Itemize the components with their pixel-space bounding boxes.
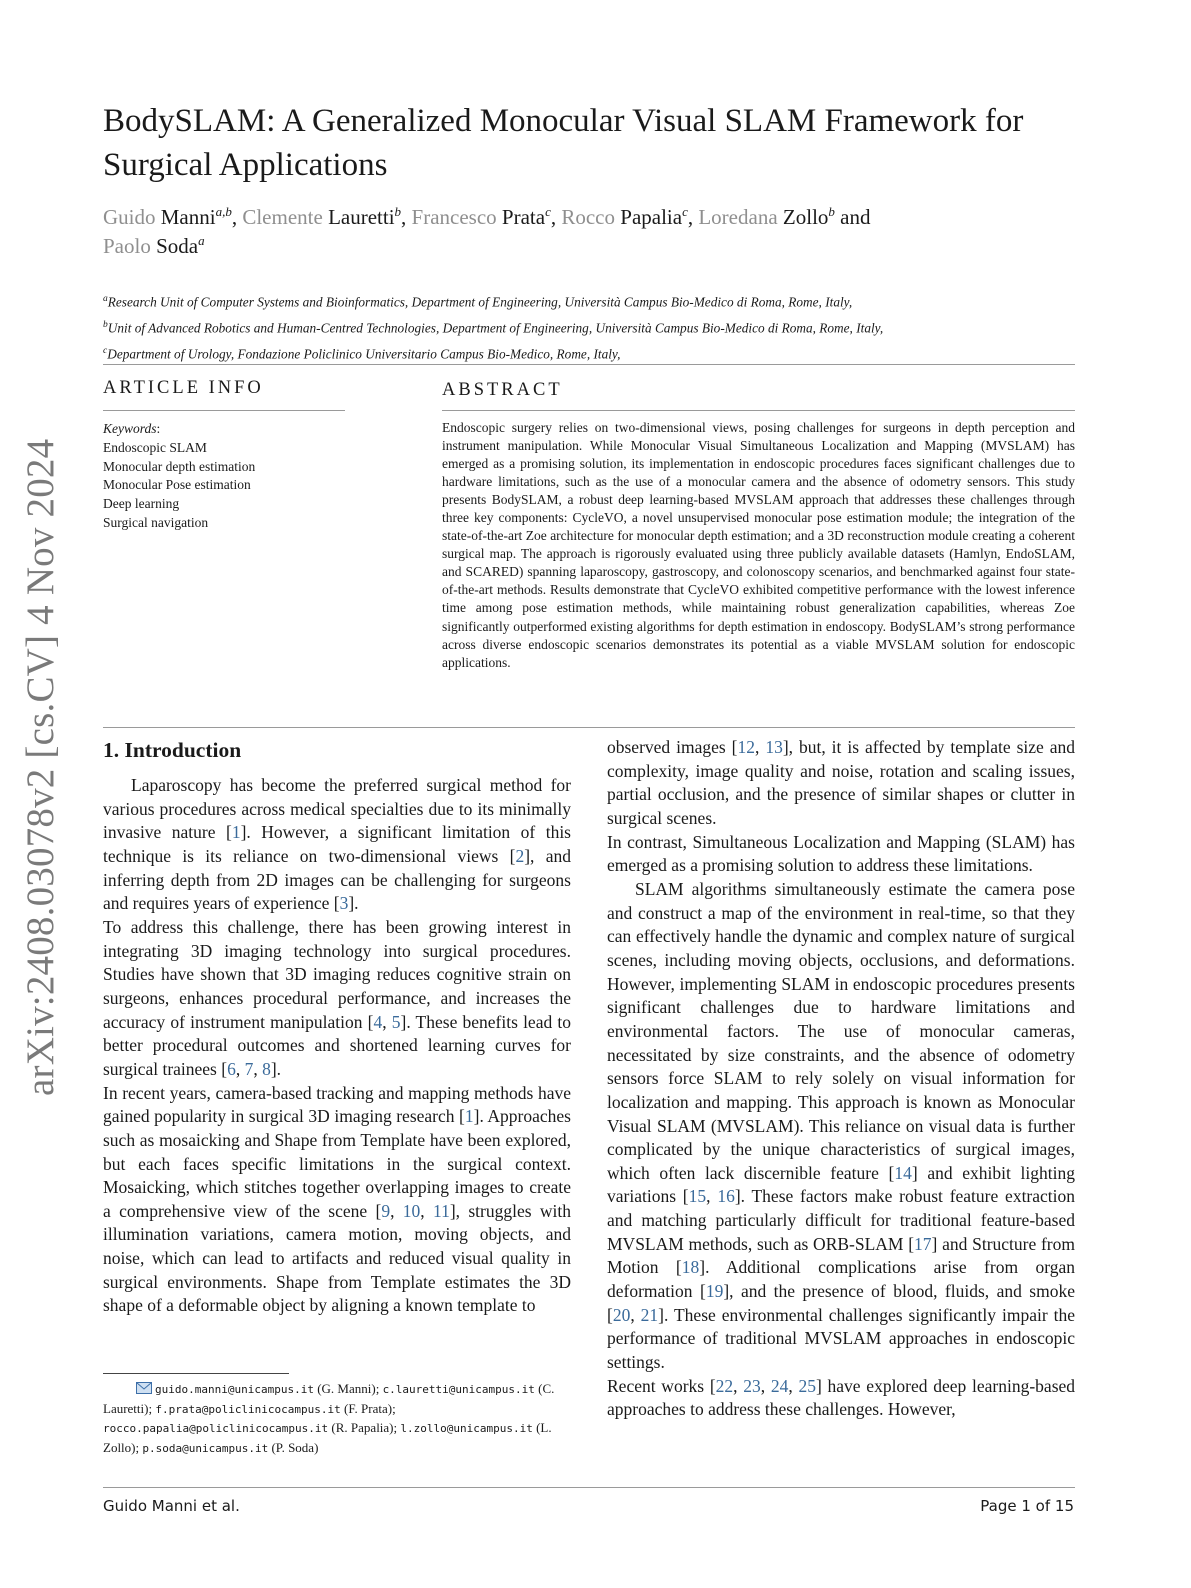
citation-link[interactable]: 13 bbox=[765, 737, 783, 757]
author-first-name: Paolo bbox=[103, 234, 151, 258]
paragraph-text: ]. bbox=[348, 893, 359, 914]
citation-link[interactable]: 20 bbox=[612, 1304, 631, 1325]
author-first-name: Guido bbox=[103, 205, 156, 229]
affiliation-marker: b bbox=[394, 204, 402, 219]
author-name bbox=[103, 234, 205, 258]
citation-link[interactable]: 21 bbox=[640, 1304, 659, 1325]
author-first-name: Rocco bbox=[561, 205, 616, 229]
citation-link[interactable]: 16 bbox=[717, 1186, 735, 1207]
citation-link[interactable]: 14 bbox=[894, 1162, 912, 1183]
author-last-name: Lauretti bbox=[328, 205, 395, 229]
paragraph-text: observed images [ bbox=[607, 737, 738, 757]
affiliation-marker: c bbox=[682, 204, 688, 219]
affiliation-marker: b bbox=[828, 204, 835, 219]
author-name bbox=[561, 205, 688, 229]
footnote-emails bbox=[103, 1380, 573, 1458]
citation-link[interactable]: 8 bbox=[262, 1058, 271, 1079]
citation-link[interactable]: 11 bbox=[432, 1200, 450, 1221]
keyword-item: Endoscopic SLAM bbox=[103, 439, 207, 455]
paragraph-text: , bbox=[420, 1200, 433, 1221]
citation-link[interactable]: 9 bbox=[381, 1200, 391, 1221]
paragraph-text: ]. Approaches such as mosaicking and Shape from Template have been explored, but each faces specific limitations in the surgical context. Mosaicking, which stitches together overlapping images to create a comprehensive view of the scene [ bbox=[103, 1106, 571, 1221]
author-separator: , bbox=[231, 205, 243, 229]
citation-link[interactable]: 12 bbox=[737, 737, 755, 757]
author-name bbox=[242, 205, 401, 229]
author-first-name: Clemente bbox=[242, 205, 323, 229]
citation-link[interactable]: 5 bbox=[391, 1011, 401, 1032]
citation-link[interactable]: 23 bbox=[743, 1375, 761, 1396]
email-address[interactable]: f.prata@policlinicocampus.it bbox=[155, 1402, 341, 1416]
keywords-list bbox=[103, 439, 403, 533]
body-paragraph bbox=[607, 1375, 1075, 1422]
author-last-name: Zollo bbox=[782, 205, 829, 229]
affiliation-marker: b bbox=[103, 319, 108, 330]
divider bbox=[103, 727, 1075, 728]
body-paragraph bbox=[103, 1082, 571, 1319]
paragraph-text: , bbox=[235, 1058, 245, 1079]
paragraph-text: , bbox=[390, 1200, 403, 1221]
citation-link[interactable]: 1 bbox=[231, 822, 241, 843]
affiliation-marker: a bbox=[103, 294, 108, 304]
body-paragraph bbox=[607, 736, 1075, 831]
affiliation-marker: c bbox=[545, 204, 551, 219]
body-paragraph bbox=[607, 878, 1075, 1375]
divider bbox=[103, 364, 1075, 365]
article-info-heading: ARTICLE INFO bbox=[103, 378, 264, 398]
email-address[interactable]: c.lauretti@unicampus.it bbox=[382, 1383, 535, 1396]
affiliation-marker: a bbox=[198, 233, 205, 248]
footer-authors: Guido Manni et al. bbox=[103, 1497, 240, 1515]
footnote-text: (P. Soda) bbox=[268, 1439, 319, 1455]
affiliation bbox=[103, 340, 1103, 366]
email-address[interactable]: p.soda@unicampus.it bbox=[142, 1441, 269, 1455]
footnote-text: (F. Prata); bbox=[340, 1400, 396, 1416]
title-line: BodySLAM: A Generalized Monocular Visual SLAM Framework for bbox=[103, 103, 1024, 139]
section-heading: 1. Introduction bbox=[103, 738, 242, 762]
paragraph-text: , bbox=[382, 1011, 392, 1032]
keyword-item: Monocular depth estimation bbox=[103, 458, 256, 474]
body-column-left bbox=[103, 774, 571, 1318]
author-last-name: Manni bbox=[160, 205, 216, 229]
citation-link[interactable]: 1 bbox=[464, 1106, 474, 1127]
citation-link[interactable]: 22 bbox=[715, 1375, 734, 1396]
divider bbox=[103, 410, 345, 411]
body-column-right bbox=[607, 736, 1075, 1422]
paragraph-text: ] have explored deep learning-based approaches to address these challenges. However, bbox=[607, 1375, 1076, 1420]
paragraph-text: SLAM algorithms simultaneously estimate the camera pose and construct a map of the environment in real-time, so that they can effectively handle the dynamic and complex nature of surgical scenes, including moving objects, occlusions, and deformations. However, implementing SLAM in endoscopic procedures presents significant challenges due to hardware limitations and environmental factors. The use of monocular cameras, necessitated by size constraints, and the absence of odometry sensors force SLAM to rely solely on visual information for localization and mapping. This approach is known as Monocular Visual SLAM (MVSLAM). This reliance on visual data is further complicated by the unique characteristics of surgical images, which often lack discernible feature [ bbox=[607, 878, 1075, 1183]
footnote-divider bbox=[103, 1373, 289, 1374]
divider bbox=[442, 410, 1075, 411]
paper-title bbox=[103, 99, 1103, 187]
author-list bbox=[103, 203, 1083, 261]
affiliation-list bbox=[103, 288, 1103, 366]
footnote-text: (R. Papalia); bbox=[328, 1420, 401, 1436]
paragraph-text: ]. Additional complications arise from organ deformation [ bbox=[607, 1257, 1075, 1302]
body-paragraph bbox=[607, 831, 1075, 878]
paragraph-text: ], struggles with illumination variations, camera motion, moving objects, and noise, which can lead to artifacts and reduced visual quality in surgical environments. Shape from Template estimates the 3D shape of a deformable object by aligning a known template to bbox=[103, 1200, 571, 1316]
citation-link[interactable]: 19 bbox=[705, 1281, 724, 1302]
paragraph-text: ]. These factors make robust feature extraction and matching particularly difficult for traditional feature-based MVSLAM methods, such as ORB-SLAM [ bbox=[607, 1186, 1076, 1254]
paragraph-text: Laparoscopy has become the preferred surgical method for various procedures across medical specialties due to its minimally invasive nature [ bbox=[103, 775, 571, 843]
citation-link[interactable]: 10 bbox=[402, 1200, 421, 1221]
affiliation bbox=[103, 314, 1103, 340]
affiliation-text: Unit of Advanced Robotics and Human-Centred Technologies, Department of Engineering, Università Campus Bio-Medico di Roma, Rome, Italy, bbox=[107, 320, 884, 336]
citation-link[interactable]: 15 bbox=[688, 1186, 707, 1207]
paragraph-text: , bbox=[754, 737, 766, 757]
email-address[interactable]: rocco.papalia@policlinicocampus.it bbox=[103, 1422, 329, 1436]
abstract-heading: ABSTRACT bbox=[442, 380, 563, 400]
paragraph-text: ], and inferring depth from 2D images can be challenging for surgeons and requires years of experience [ bbox=[103, 845, 571, 914]
paragraph-text: ], and the presence of blood, fluids, and smoke [ bbox=[607, 1281, 1075, 1325]
affiliation-text: Department of Urology, Fondazione Policlinico Universitario Campus Bio-Medico, Rome, Italy, bbox=[107, 346, 621, 362]
author-first-name: Francesco bbox=[411, 205, 497, 229]
affiliation-marker: a,b bbox=[215, 204, 232, 219]
keyword-item: Surgical navigation bbox=[103, 514, 209, 530]
paragraph-text: ]. These environmental challenges significantly impair the performance of traditional MVSLAM approaches in endoscopic settings. bbox=[607, 1304, 1075, 1373]
paragraph-text: , bbox=[706, 1186, 718, 1207]
paragraph-text: , bbox=[253, 1058, 263, 1079]
citation-link[interactable]: 7 bbox=[244, 1058, 254, 1079]
keyword-item: Deep learning bbox=[103, 496, 180, 512]
page-number: Page 1 of 15 bbox=[980, 1497, 1074, 1515]
author-separator: , bbox=[401, 205, 412, 229]
citation-link[interactable]: 18 bbox=[681, 1257, 700, 1278]
email-icon bbox=[136, 1381, 152, 1393]
author-separator: , bbox=[687, 205, 699, 229]
paragraph-text: ]. These benefits lead to better procedural outcomes and shortened learning curves for surgical trainees [ bbox=[103, 1011, 572, 1079]
author-name bbox=[412, 205, 551, 229]
keyword-item: Monocular Pose estimation bbox=[103, 477, 251, 493]
footnote-text: (L. Zollo); bbox=[103, 1420, 552, 1455]
author-name bbox=[698, 205, 835, 229]
author-separator: , bbox=[550, 205, 562, 229]
author-last-name: Soda bbox=[156, 234, 199, 258]
citation-link[interactable]: 3 bbox=[339, 893, 349, 914]
title-line: Surgical Applications bbox=[103, 147, 388, 183]
author-separator: and bbox=[834, 205, 871, 229]
affiliation bbox=[103, 288, 1103, 314]
footnote-text: (G. Manni); bbox=[313, 1381, 383, 1396]
paragraph-text: ], but, it is affected by template size and complexity, image quality and noise, rotation and scaling issues, partial occlusion, and the presence of similar shapes or clutter in surgical scenes. bbox=[607, 737, 1075, 828]
footnote-text: (C. Lauretti); bbox=[103, 1381, 555, 1416]
paragraph-text: ]. However, a significant limitation of this technique is its reliance on two-dimensional views [ bbox=[103, 822, 571, 866]
keywords-label: Keywords bbox=[103, 421, 157, 436]
body-paragraph bbox=[103, 916, 571, 1082]
author-last-name: Prata bbox=[501, 205, 546, 229]
citation-link[interactable]: 17 bbox=[914, 1233, 932, 1254]
author-last-name: Papalia bbox=[620, 205, 683, 229]
paragraph-text: ] and exhibit lighting variations [ bbox=[607, 1162, 1075, 1207]
abstract-text: Endoscopic surgery relies on two-dimensional views, posing challenges for surgeons in depth perception and instrument manipulation. While Monocular Visual Simultaneous Localization and Mapping (MVSLAM) has emerged as a promising solution, its implementation in endoscopic procedures faces significant challenges due to hardware limitations, such as the use of a monocular camera and the absence of odometry sensors. This study presents BodySLAM, a robust deep learning-based MVSLAM approach that addresses these challenges through three key components: CycleVO, a novel unsupervised monocular pose estimation module; the integration of the state-of-the-art Zoe architecture for monocular depth estimation; and a 3D reconstruction module creating a coherent surgical map. The approach is rigorously evaluated using three publicly available datasets (Hamlyn, EndoSLAM, and SCARED) spanning laparoscopy, gastroscopy, and colonoscopy scenarios, and benchmarked against four state-of-the-art methods. Results demonstrate that CycleVO exhibited competitive performance with the lowest inference time among pose estimation methods, while maintaining robust generalization capabilities, whereas Zoe significantly outperformed existing algorithms for depth estimation in endoscopy. BodySLAM’s strong performance across diverse endoscopic scenarios demonstrates its potential as a viable MVSLAM solution for endoscopic applications. bbox=[442, 420, 1075, 670]
citation-link[interactable]: 25 bbox=[798, 1375, 816, 1396]
citation-link[interactable]: 24 bbox=[770, 1375, 789, 1396]
email-address[interactable]: guido.manni@unicampus.it bbox=[155, 1383, 314, 1396]
affiliation-text: Research Unit of Computer Systems and Bioinformatics, Department of Engineering, Università Campus Bio-Medico di Roma, Rome, Italy, bbox=[107, 294, 853, 310]
body-paragraph bbox=[103, 774, 571, 916]
paragraph-text: , bbox=[733, 1375, 744, 1396]
paragraph-text: , bbox=[630, 1304, 641, 1325]
email-address[interactable]: l.zollo@unicampus.it bbox=[400, 1422, 533, 1436]
citation-link[interactable]: 6 bbox=[227, 1058, 236, 1079]
keywords-block: Keywords: Endoscopic SLAM Monocular depth estimation Monocular Pose estimation Deep learning Surgical navigation bbox=[103, 420, 403, 533]
author-name bbox=[103, 205, 232, 229]
citation-link[interactable]: 2 bbox=[515, 845, 525, 866]
paragraph-text: , bbox=[760, 1375, 771, 1396]
paragraph-text: ]. bbox=[270, 1058, 282, 1079]
arxiv-identifier-stamp: arXiv:2408.03078v2 [cs.CV] 4 Nov 2024 bbox=[19, 438, 62, 1096]
paragraph-text: , bbox=[788, 1375, 799, 1396]
footer-divider bbox=[103, 1487, 1075, 1488]
paragraph-text: Recent works [ bbox=[607, 1375, 716, 1396]
paragraph-text: To address this challenge, there has been growing interest in integrating 3D imaging technology into surgical procedures. Studies have shown that 3D imaging reduces cognitive strain on surgeons, enhances procedural performance, and increases the accuracy of instrument manipulation [ bbox=[103, 916, 571, 1032]
paragraph-text: ] and Structure from Motion [ bbox=[607, 1233, 1075, 1278]
affiliation-marker: c bbox=[103, 345, 108, 356]
author-first-name: Loredana bbox=[698, 205, 778, 229]
paragraph-text: In recent years, camera-based tracking and mapping methods have gained popularity in surgical 3D imaging research [ bbox=[103, 1082, 571, 1127]
citation-link[interactable]: 4 bbox=[373, 1011, 383, 1032]
paragraph-text: In contrast, Simultaneous Localization and Mapping (SLAM) has emerged as a promising solution to address these limitations. bbox=[607, 831, 1075, 876]
